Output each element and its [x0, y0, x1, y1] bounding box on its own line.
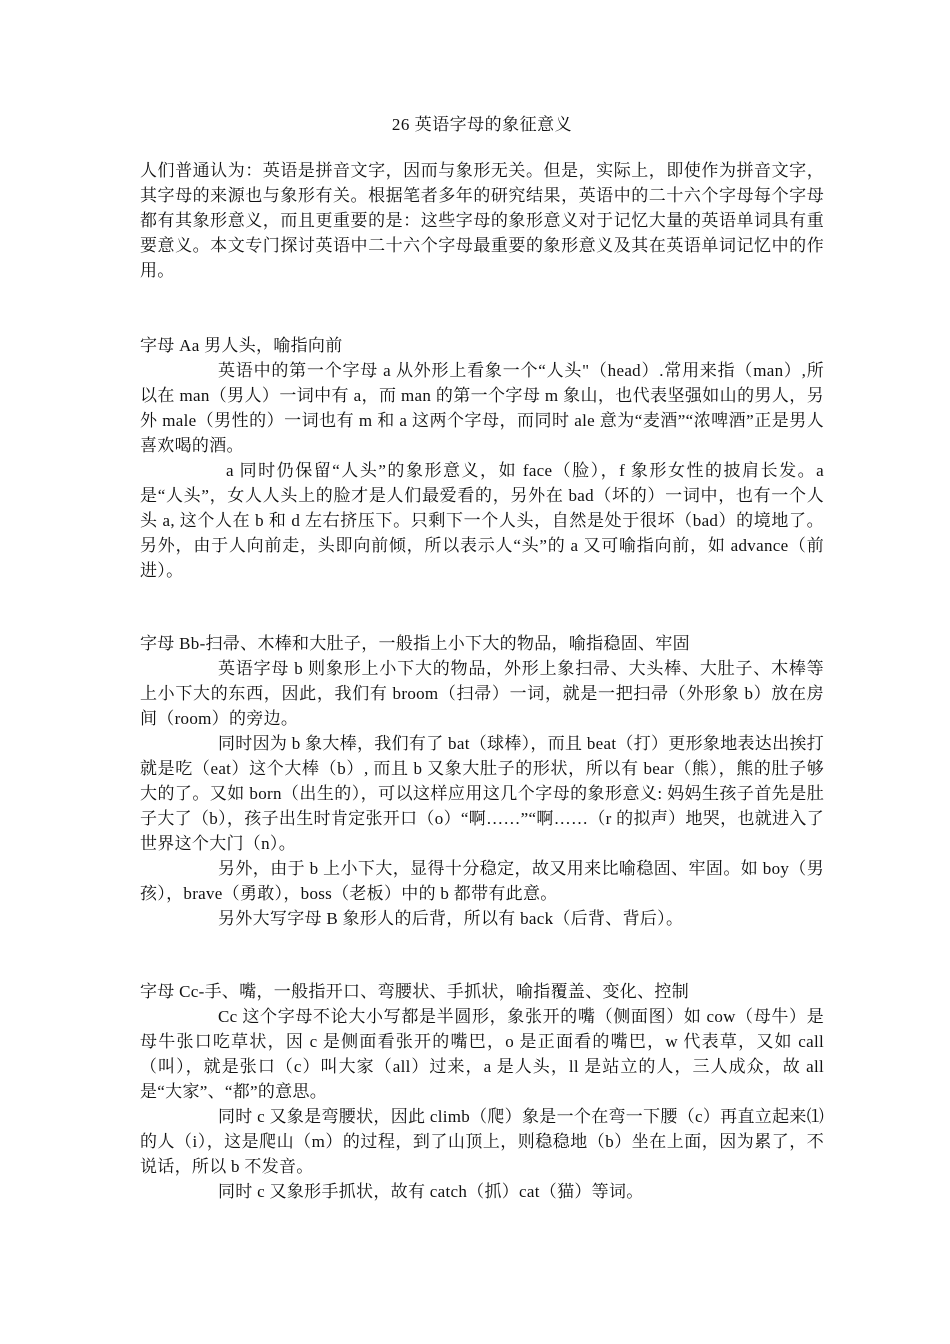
intro-paragraph: 人们普通认为：英语是拼音文字，因而与象形无关。但是，实际上，即使作为拼音文字，其字母的来源也与象形有关。根据笔者多年的研究结果，英语中的二十六个字母每个字母都有其象形意义，而且更重要的是：这些字母的象形意义对于记忆大量的英语单词具有重要意义。本文专门探讨英语中二十六个字母最重要的象形意义及其在英语单词记忆中的作用。	[140, 161, 824, 280]
document-page	[140, 112, 824, 1252]
body-paragraph: 另外，由于 b 上小下大，显得十分稳定，故又用来比喻稳固、牢固。如 boy（男孩），brave（勇敢），boss（老板）中的 b 都带有此意。	[140, 859, 824, 903]
body-paragraph: 同时 c 又象形手抓状，故有 catch（抓）cat（猫）等词。	[218, 1182, 644, 1201]
body-paragraph: Cc 这个字母不论大小写都是半圆形，象张开的嘴（侧面图）如 cow（母牛）是母牛张口吃草状，因 c 是侧面看张开的嘴巴，o 是正面看的嘴巴，w 代表草，又如 call（叫），就是张口（c）叫大家（all）过来，a 是人头，ll 是站立的人，三人成众，故 all 是“大家”、“都”的意思。	[140, 1007, 824, 1101]
body-paragraph: 另外大写字母 B 象形人的后背，所以有 back（后背、背后）。	[218, 909, 684, 928]
section-letter-a	[140, 333, 824, 583]
body-paragraph: 同时因为 b 象大棒，我们有了 bat（球棒），而且 beat（打）更形象地表达出挨打就是吃（eat）这个大棒（b）, 而且 b 又象大肚子的形状，所以有 bear（熊），熊的肚子够大的了。又如 born（出生的），可以这样应用这几个字母的象形意义: 妈妈生孩子首先是肚子大了（b），孩子出生时肯定张开口（o）“啊……”“啊……（r 的拟声）地哭，也就进入了世界这个大门（n）。	[140, 734, 824, 853]
section-heading: 字母 Aa 男人头，喻指向前	[140, 336, 343, 355]
body-paragraph: 同时 c 又象是弯腰状，因此 climb（爬）象是一个在弯一下腰（c）再直立起来⑴的人（i），这是爬山（m）的过程，到了山顶上，则稳稳地（b）坐在上面，因为累了，不说话，所以 b 不发音。	[140, 1107, 824, 1176]
body-paragraph: 英语中的第一个字母 a 从外形上看象一个“人头"（head）.常用来指（man）,所以在 man（男人）一词中有 a，而 man 的第一个字母 m 象山，也代表坚强如山的男人，另外 male（男性的）一词也有 m 和 a 这两个字母，而同时 ale 意为“麦酒”“浓啤酒”正是男人喜欢喝的酒。	[140, 361, 824, 455]
section-letter-c	[140, 979, 824, 1204]
section-heading: 字母 Cc-手、嘴，一般指开口、弯腰状、手抓状，喻指覆盖、变化、控制	[140, 982, 689, 1001]
body-paragraph: 英语字母 b 则象形上小下大的物品，外形上象扫帚、大头棒、大肚子、木棒等上小下大的东西，因此，我们有 broom（扫帚）一词，就是一把扫帚（外形象 b）放在房间（room）的旁边。	[140, 659, 824, 728]
document-title: 26 英语字母的象征意义	[391, 115, 573, 134]
body-paragraph: a 同时仍保留“人头”的象形意义，如 face（脸），f 象形女性的披肩长发。a 是“人头”，女人人头上的脸才是人们最爱看的，另外在 bad（坏的）一词中，也有一个人头 a, 这个人在 b 和 d 左右挤压下。只剩下一个人头，自然是处于很坏（bad）的境地了。另外，由于人向前走，头即向前倾，所以表示人“头”的 a 又可喻指向前，如 advance（前进）。	[140, 461, 824, 580]
section-letter-b	[140, 631, 824, 931]
section-heading: 字母 Bb-扫帚、木棒和大肚子，一般指上小下大的物品，喻指稳固、牢固	[140, 634, 690, 653]
